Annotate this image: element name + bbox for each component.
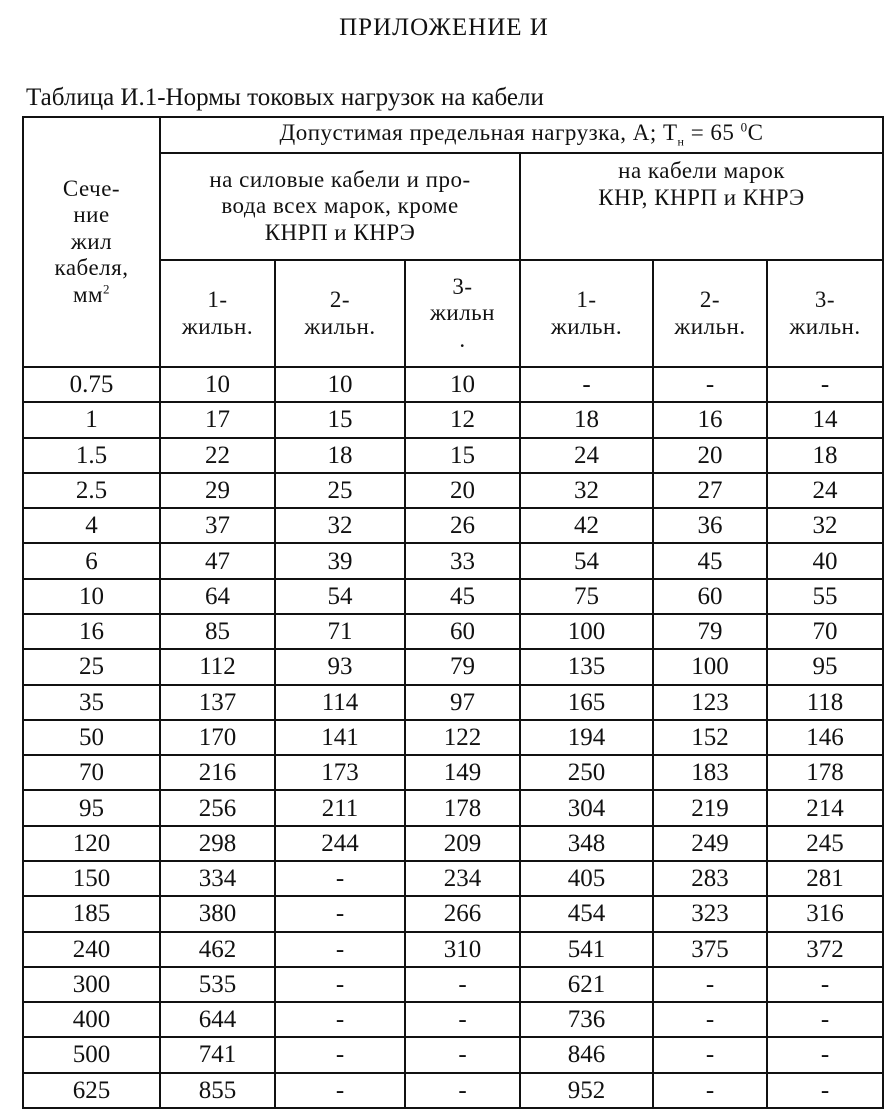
load-value-cell: 18 — [767, 438, 883, 473]
core-header-line: жильн. — [789, 313, 861, 339]
section-cell: 1 — [23, 402, 160, 437]
load-value-cell: 54 — [520, 543, 653, 578]
load-value-cell: 281 — [767, 861, 883, 896]
section-header-line: кабеля, — [54, 255, 129, 281]
load-value-cell: - — [405, 967, 520, 1002]
load-value-cell: 45 — [405, 579, 520, 614]
load-value-cell: 75 — [520, 579, 653, 614]
load-value-cell: 79 — [653, 614, 767, 649]
table-row — [23, 438, 883, 473]
load-value-cell: 141 — [275, 720, 405, 755]
group-power-line: на силовые кабели и про- — [209, 167, 471, 193]
table-row — [23, 473, 883, 508]
table-row — [23, 579, 883, 614]
table-row — [23, 1037, 883, 1072]
load-value-cell: - — [275, 1002, 405, 1037]
load-value-cell: - — [275, 1073, 405, 1108]
load-value-cell: 952 — [520, 1073, 653, 1108]
core-header-line: жильн. — [181, 313, 254, 339]
load-value-cell: - — [767, 967, 883, 1002]
load-value-cell: 405 — [520, 861, 653, 896]
section-cell: 6 — [23, 543, 160, 578]
load-value-cell: 298 — [160, 826, 275, 861]
load-value-cell: 24 — [520, 438, 653, 473]
section-cell: 25 — [23, 649, 160, 684]
load-value-cell: 310 — [405, 932, 520, 967]
group-power-line: вода всех марок, кроме — [221, 193, 459, 219]
table-row — [23, 402, 883, 437]
load-value-cell: 249 — [653, 826, 767, 861]
load-value-cell: 118 — [767, 685, 883, 720]
load-value-cell: 60 — [653, 579, 767, 614]
load-value-cell: 17 — [160, 402, 275, 437]
section-cell: 50 — [23, 720, 160, 755]
load-value-cell: 323 — [653, 896, 767, 931]
load-value-cell: 16 — [653, 402, 767, 437]
section-cell: 240 — [23, 932, 160, 967]
load-value-cell: 170 — [160, 720, 275, 755]
table-row — [23, 932, 883, 967]
core-header-line: 3- — [814, 287, 836, 313]
load-value-cell: 26 — [405, 508, 520, 543]
load-value-cell: 462 — [160, 932, 275, 967]
load-value-cell: 173 — [275, 755, 405, 790]
section-cell: 4 — [23, 508, 160, 543]
load-value-cell: 316 — [767, 896, 883, 931]
load-value-cell: - — [275, 967, 405, 1002]
load-value-cell: 55 — [767, 579, 883, 614]
current-load-table — [22, 116, 884, 1109]
load-value-cell: 18 — [275, 438, 405, 473]
load-value-cell: 20 — [405, 473, 520, 508]
core-header-line: 2- — [329, 287, 351, 313]
load-value-cell: 137 — [160, 685, 275, 720]
load-value-cell: 10 — [405, 367, 520, 402]
load-value-cell: 36 — [653, 508, 767, 543]
section-cell: 70 — [23, 755, 160, 790]
load-value-cell: - — [767, 1037, 883, 1072]
load-value-cell: - — [653, 367, 767, 402]
load-value-cell: 39 — [275, 543, 405, 578]
load-value-cell: 114 — [275, 685, 405, 720]
load-value-cell: - — [275, 896, 405, 931]
load-value-cell: 535 — [160, 967, 275, 1002]
load-value-cell: 380 — [160, 896, 275, 931]
load-value-cell: 100 — [653, 649, 767, 684]
load-value-cell: 40 — [767, 543, 883, 578]
load-value-cell: 97 — [405, 685, 520, 720]
load-value-cell: 165 — [520, 685, 653, 720]
section-cell: 16 — [23, 614, 160, 649]
unit-exponent: 2 — [103, 281, 111, 296]
section-cell: 400 — [23, 1002, 160, 1037]
load-value-cell: 12 — [405, 402, 520, 437]
load-value-cell: 741 — [160, 1037, 275, 1072]
load-value-cell: 644 — [160, 1002, 275, 1037]
load-value-cell: 372 — [767, 932, 883, 967]
load-value-cell: 283 — [653, 861, 767, 896]
table-row — [23, 614, 883, 649]
load-value-cell: 211 — [275, 790, 405, 825]
load-value-cell: 22 — [160, 438, 275, 473]
load-value-cell: 32 — [520, 473, 653, 508]
load-value-cell: - — [653, 1037, 767, 1072]
load-value-cell: - — [653, 967, 767, 1002]
load-value-cell: 541 — [520, 932, 653, 967]
load-value-cell: 216 — [160, 755, 275, 790]
load-value-cell: 64 — [160, 579, 275, 614]
load-value-cell: - — [767, 1073, 883, 1108]
section-header-unit: $мм^2$ — [72, 281, 111, 307]
load-value-cell: 27 — [653, 473, 767, 508]
load-value-cell: 135 — [520, 649, 653, 684]
section-cell: 1.5 — [23, 438, 160, 473]
load-value-cell: 10 — [275, 367, 405, 402]
section-cell: 500 — [23, 1037, 160, 1072]
table-row — [23, 790, 883, 825]
section-header-line: Сече- — [62, 175, 121, 201]
load-value-cell: 194 — [520, 720, 653, 755]
load-value-cell: 245 — [767, 826, 883, 861]
core-header-line: жильн — [430, 300, 495, 326]
table-row — [23, 720, 883, 755]
core-header-line: 3- — [452, 273, 473, 299]
core-header — [405, 260, 520, 367]
group-knr-cables — [520, 153, 883, 260]
section-header-line: жил — [70, 228, 113, 254]
load-value-cell: 79 — [405, 649, 520, 684]
section-cell: 120 — [23, 826, 160, 861]
load-value-cell: 855 — [160, 1073, 275, 1108]
load-value-cell: 348 — [520, 826, 653, 861]
load-value-cell: 454 — [520, 896, 653, 931]
table-row — [23, 508, 883, 543]
load-value-cell: 29 — [160, 473, 275, 508]
load-value-cell: 71 — [275, 614, 405, 649]
load-value-cell: 304 — [520, 790, 653, 825]
load-value-cell: 60 — [405, 614, 520, 649]
load-value-cell: 736 — [520, 1002, 653, 1037]
load-value-cell: 15 — [405, 438, 520, 473]
group-power-cables — [160, 153, 520, 260]
load-value-cell: 32 — [767, 508, 883, 543]
load-value-cell: - — [275, 932, 405, 967]
load-value-cell: 234 — [405, 861, 520, 896]
load-value-cell: - — [405, 1073, 520, 1108]
load-header-degree: 0 — [740, 119, 748, 135]
load-value-cell: 149 — [405, 755, 520, 790]
table-row — [23, 1073, 883, 1108]
load-value-cell: 54 — [275, 579, 405, 614]
load-value-cell: 375 — [653, 932, 767, 967]
group-knr-line: на кабели марок — [618, 158, 785, 184]
load-value-cell: - — [767, 367, 883, 402]
load-value-cell: - — [405, 1002, 520, 1037]
load-value-cell: - — [653, 1002, 767, 1037]
section-cell: 10 — [23, 579, 160, 614]
table-caption: Таблица И.1-Нормы токовых нагрузок на кабели — [26, 84, 544, 111]
load-value-cell: 846 — [520, 1037, 653, 1072]
load-value-cell: 183 — [653, 755, 767, 790]
load-value-cell: 95 — [767, 649, 883, 684]
load-value-cell: 152 — [653, 720, 767, 755]
load-value-cell: 112 — [160, 649, 275, 684]
core-header-line: 2- — [699, 287, 721, 313]
section-cell: 150 — [23, 861, 160, 896]
load-value-cell: 25 — [275, 473, 405, 508]
load-value-cell: 178 — [405, 790, 520, 825]
load-value-cell: 244 — [275, 826, 405, 861]
group-knr-line: КНР, КНРП и КНРЭ — [598, 184, 805, 210]
load-value-cell: 37 — [160, 508, 275, 543]
load-value-cell: 33 — [405, 543, 520, 578]
load-value-cell: 334 — [160, 861, 275, 896]
core-header — [520, 260, 653, 367]
load-value-cell: 266 — [405, 896, 520, 931]
core-header-line: жильн. — [674, 313, 746, 339]
section-header-line: ние — [73, 202, 110, 228]
table-row — [23, 543, 883, 578]
load-value-cell: 256 — [160, 790, 275, 825]
section-cell: 300 — [23, 967, 160, 1002]
core-header — [160, 260, 275, 367]
section-cell: 0.75 — [23, 367, 160, 402]
core-header-line: жильн. — [550, 313, 623, 339]
load-value-cell: 209 — [405, 826, 520, 861]
table-row — [23, 967, 883, 1002]
load-value-cell: 15 — [275, 402, 405, 437]
load-value-cell: 123 — [653, 685, 767, 720]
load-value-cell: 100 — [520, 614, 653, 649]
load-value-cell: 178 — [767, 755, 883, 790]
load-value-cell: 70 — [767, 614, 883, 649]
section-cell: 625 — [23, 1073, 160, 1108]
load-value-cell: 214 — [767, 790, 883, 825]
core-header-line: 1- — [207, 287, 228, 313]
load-value-cell: 20 — [653, 438, 767, 473]
load-value-cell: 219 — [653, 790, 767, 825]
load-value-cell: - — [653, 1073, 767, 1108]
table-row — [23, 826, 883, 861]
table-row — [23, 685, 883, 720]
core-header — [767, 260, 883, 367]
load-value-cell: 621 — [520, 967, 653, 1002]
load-value-cell: 14 — [767, 402, 883, 437]
core-header — [653, 260, 767, 367]
section-header — [23, 117, 160, 367]
appendix-title: ПРИЛОЖЕНИЕ И — [339, 14, 549, 41]
table-row — [23, 755, 883, 790]
core-header-line: 1- — [576, 287, 597, 313]
core-header-line: . — [459, 326, 466, 352]
table-row — [23, 649, 883, 684]
core-header — [275, 260, 405, 367]
load-value-cell: - — [767, 1002, 883, 1037]
load-value-cell: 85 — [160, 614, 275, 649]
load-value-cell: - — [520, 367, 653, 402]
load-value-cell: 32 — [275, 508, 405, 543]
core-header-line: жильн. — [304, 313, 376, 339]
group-power-line: КНРП и КНРЭ — [264, 219, 416, 245]
load-value-cell: 146 — [767, 720, 883, 755]
load-value-cell: 250 — [520, 755, 653, 790]
load-value-cell: 42 — [520, 508, 653, 543]
table-row — [23, 367, 883, 402]
table-row — [23, 861, 883, 896]
section-cell: 185 — [23, 896, 160, 931]
load-value-cell: - — [275, 861, 405, 896]
section-cell: 2.5 — [23, 473, 160, 508]
load-value-cell: - — [405, 1037, 520, 1072]
load-value-cell: - — [275, 1037, 405, 1072]
load-value-cell: 24 — [767, 473, 883, 508]
load-header: Допустимая предельная нагрузка, А; $Т_н = 65$ $^0$С — [160, 117, 883, 153]
load-header-subscript: н — [677, 135, 685, 150]
load-value-cell: 93 — [275, 649, 405, 684]
load-value-cell: 10 — [160, 367, 275, 402]
load-value-cell: 122 — [405, 720, 520, 755]
load-value-cell: 47 — [160, 543, 275, 578]
table-row — [23, 1002, 883, 1037]
load-value-cell: 45 — [653, 543, 767, 578]
section-cell: 95 — [23, 790, 160, 825]
table-row — [23, 896, 883, 931]
load-value-cell: 18 — [520, 402, 653, 437]
section-cell: 35 — [23, 685, 160, 720]
